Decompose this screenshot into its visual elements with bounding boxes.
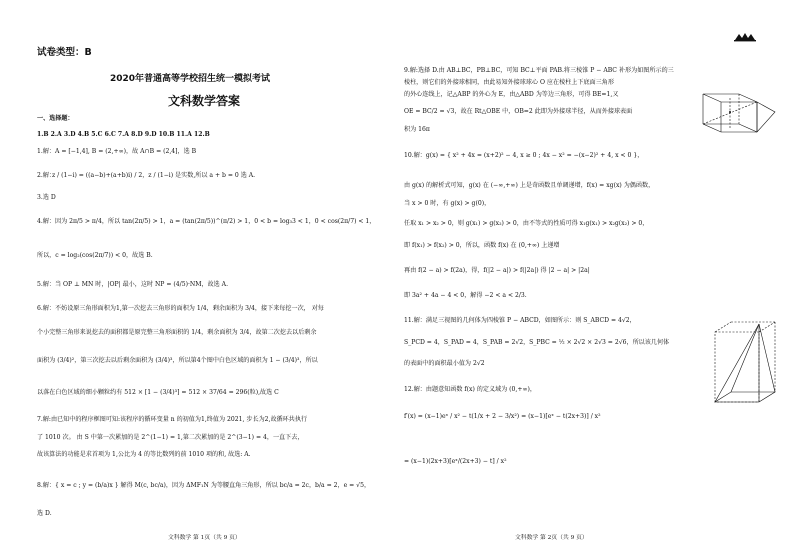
q11-pyramid-figure bbox=[711, 318, 779, 410]
q7-solution-3: 故该算法的功能是求首项为 1,公比为 4 的等比数列的前 1010 项的和, 故选: A. bbox=[37, 451, 251, 458]
q6-solution-2: 个小完整三角形来说挖去的面积都是原完整三角形面积的 1/4，剩余面积为 3/4，故第二次挖去以后剩余 bbox=[37, 329, 317, 336]
q12-solution-2: f′(x) = (x−1)eˣ / x² − t(1/x + 2 − 3/x²) = (x−1)[eˣ − t(2x+3)] / x² bbox=[404, 413, 601, 420]
q9-solution-5: 积为 16π bbox=[404, 126, 430, 133]
q1-solution: 1.解：A = [−1,4], B = (2,+∞)，故 A∩B = (2,4]，选 B bbox=[37, 148, 197, 155]
q2-solution-label: 2.解： bbox=[37, 172, 56, 179]
q10-solution-5: 即 f(x₁) > f(x₂) > 0，所以，函数 f(x) 在 (0,+∞) 上递增 bbox=[404, 242, 560, 249]
right-page bbox=[397, 0, 794, 558]
q10-solution-6: 再由 f(2 − a) > f(2a)，得，f(|2 − a|) > f(|2a|) 得 |2 − a| > |2a| bbox=[404, 267, 590, 274]
q11-solution-2: S_PCD = 4，S_PAD = 4，S_PAB = 2√2，S_PBC = ½ × 2√2 × 2√3 = 2√6，所以该几何体 bbox=[404, 339, 670, 346]
q7-solution-2: 了 1010 次。 由 S 中第一次累加的是 2^(1−1) = 1,第二次累加的是 2^(3−1) = 4，一直下去， bbox=[37, 434, 304, 441]
section-heading: 一、选择题： bbox=[37, 115, 74, 122]
choice-answers: 1.B 2.A 3.D 4.B 5.C 6.C 7.A 8.D 9.D 10.B 11.A 12.B bbox=[37, 131, 210, 138]
q4-solution-2: 所以，c = log₂(cos(2π/7)) < 0，故选 B. bbox=[37, 252, 153, 259]
q2-solution: z / (1−i) = ((a−b)+(a+b)i) / 2，z / (1−i) 是实数,所以 a + b = 0 选 A. bbox=[52, 172, 256, 179]
answer-subtitle: 文科数学答案 bbox=[168, 94, 241, 108]
q9-solution-4: OE = BC/2 = √3，故在 Rt△OBE 中，OB=2 此即为外接球半径，从而外接球表面 bbox=[404, 108, 633, 115]
q10-solution-7: 即 3a² + 4a − 4 < 0，解得 −2 < a < 2/3. bbox=[404, 292, 527, 299]
footer-right: 文科数学 第 2页（共 9 页） bbox=[515, 535, 588, 541]
q11-solution-3: 的表面中的面积最小值为 2√2 bbox=[404, 360, 485, 367]
q8-solution-1: 8.解：{ x = c ; y = (b/a)x } 解得 M(c, bc/a)，因为 ΔMF₁N 为等腰直角三角形，所以 bc/a = 2c，b/a = 2，e = √5， bbox=[37, 482, 371, 489]
q9-solution-1: 9.解:选择 D.由 AB⊥BC，PB⊥BC，可知 BC⊥平面 PAB.将三棱锥 P − ABC 补形为如图所示的三 bbox=[404, 67, 674, 74]
q9-solution-3: 的外心连线上，记△ABP 的外心为 E，由△ABD 为等边三角形，可得 BE=1,又 bbox=[404, 91, 619, 98]
q12-solution-1: 12.解：由题意知函数 f(x) 的定义域为 (0,+∞)， bbox=[404, 386, 537, 393]
q9-solution-2: 棱柱，则它们的外接球相同，由此易知外接球球心 O 应在棱柱上下底面三角形 bbox=[404, 79, 614, 86]
publisher-logo-icon bbox=[734, 32, 756, 42]
q3-solution: 3.选 D bbox=[37, 194, 56, 201]
q9-prism-figure bbox=[699, 88, 779, 136]
q12-solution-3: = (x−1)(2x+3)[eˣ/(2x+3) − t] / x² bbox=[404, 458, 507, 465]
exam-title: 2020年普通高等学校招生统一模拟考试 bbox=[110, 74, 271, 84]
q6-solution-1: 6.解：不妨设原三角形面积为1,第一次挖去三角形的面积为 1/4，剩余面积为 3/4，接下来每挖一次， 对每 bbox=[37, 305, 324, 312]
q11-solution-1: 11.解：满足三视图的几何体为四棱锥 P − ABCD，如图所示：则 S_ABCD = 4√2， bbox=[404, 317, 636, 324]
q6-solution-3: 面积为 (3/4)²，第三次挖去以后剩余面积为 (3/4)³，所以第4个图中白色区域的面积为 1 − (3/4)³，所以 bbox=[37, 357, 318, 364]
q5-solution: 5.解：当 OP ⊥ MN 时，|OP| 最小，这时 NP = (4/5)·NM，故选 A. bbox=[37, 281, 229, 288]
q4-solution-1: 4.解：因为 2π/5 > π/4，所以 tan(2π/5) > 1，a = (tan(2π/5))^(π/2) > 1，0 < b = log₃3 < 1，0 < cos(2π/7) < 1， bbox=[37, 218, 376, 225]
footer-left: 文科数学 第 1页（共 9 页） bbox=[168, 535, 241, 541]
q10-solution-4: 任取 x₁ > x₂ > 0，则 g(x₁) > g(x₂) > 0，由不等式的性质可得 x₁g(x₁) > x₂g(x₂) > 0， bbox=[404, 220, 649, 227]
q10-solution-1: 10.解：g(x) = { x² + 4x = (x+2)² − 4, x ≥ 0 ; 4x − x² = −(x−2)² + 4, x < 0 }， bbox=[404, 152, 644, 159]
q8-solution-2: 选 D. bbox=[37, 510, 52, 517]
q7-solution-1: 7.解:由已知中的程序框图可知:该程序的循环变量 n 的初值为1,终值为 2021, 步长为2,故循环共执行 bbox=[37, 416, 308, 423]
paper-type-label: 试卷类型：B bbox=[37, 47, 92, 58]
q10-solution-2: 由 g(x) 的解析式可知，g(x) 在 (−∞,+∞) 上是奇函数且单调递增，f(x) = xg(x) 为偶函数， bbox=[404, 182, 655, 189]
q6-solution-4: 以落在白色区域的细小颗粒约有 512 × [1 − (3/4)³] = 512 × 37/64 = 296(粒),故选 C bbox=[37, 389, 279, 396]
q10-solution-3: 当 x > 0 时，有 g(x) > g(0)， bbox=[404, 200, 491, 207]
